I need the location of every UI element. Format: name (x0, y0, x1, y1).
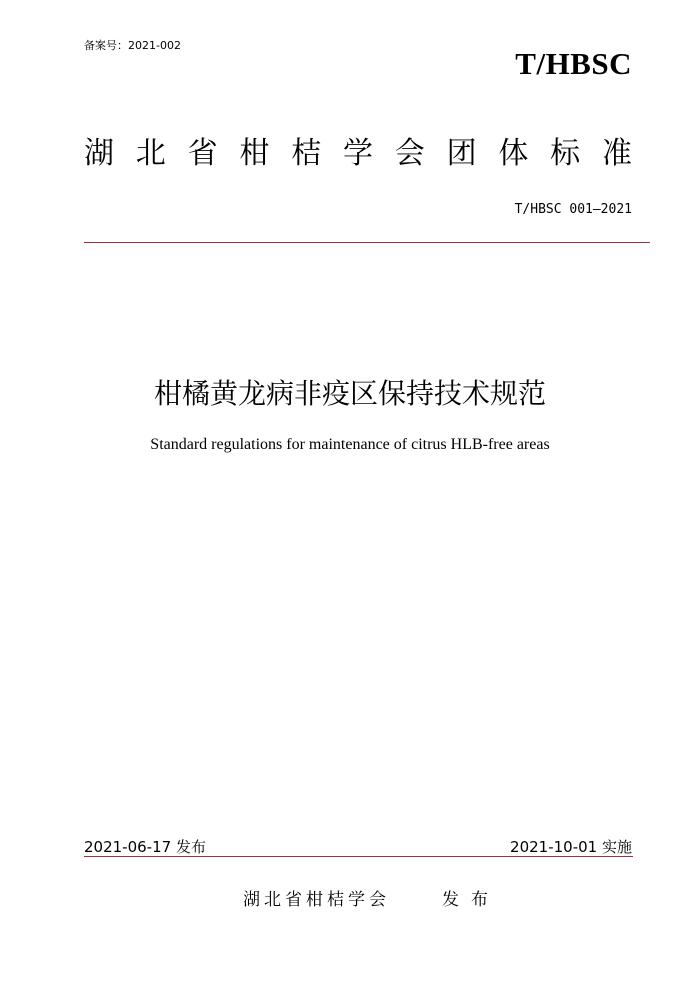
standard-number: T/HBSC 001—2021 (514, 202, 632, 217)
issuing-organization: 湖北省柑桔学会 (243, 890, 390, 910)
header-divider (84, 242, 650, 243)
standard-code: T/HBSC (515, 46, 632, 81)
org-title-char: 团 (446, 136, 477, 171)
implement-date: 2021-10-01 实施 (510, 838, 632, 856)
org-title-char: 会 (394, 136, 425, 171)
org-title-char: 学 (342, 136, 373, 171)
publish-date: 2021-06-17 发布 (84, 838, 206, 856)
org-title-char: 体 (498, 136, 529, 171)
org-title-char: 桔 (291, 136, 322, 171)
organization-standard-title (84, 128, 632, 172)
footer-divider (84, 856, 633, 857)
org-title-char: 标 (550, 136, 581, 171)
org-title-char: 湖 (84, 136, 114, 171)
org-title-char: 省 (187, 136, 218, 171)
org-title-char: 柑 (239, 136, 270, 171)
issue-action: 发布 (442, 890, 500, 910)
record-number: 备案号：2021-002 (84, 39, 181, 52)
document-english-title: Standard regulations for maintenance of citrus HLB-free areas (150, 436, 550, 453)
org-title-char: 准 (601, 136, 632, 171)
document-title: 柑橘黄龙病非疫区保持技术规范 (153, 377, 546, 410)
org-title-char: 北 (135, 136, 166, 171)
